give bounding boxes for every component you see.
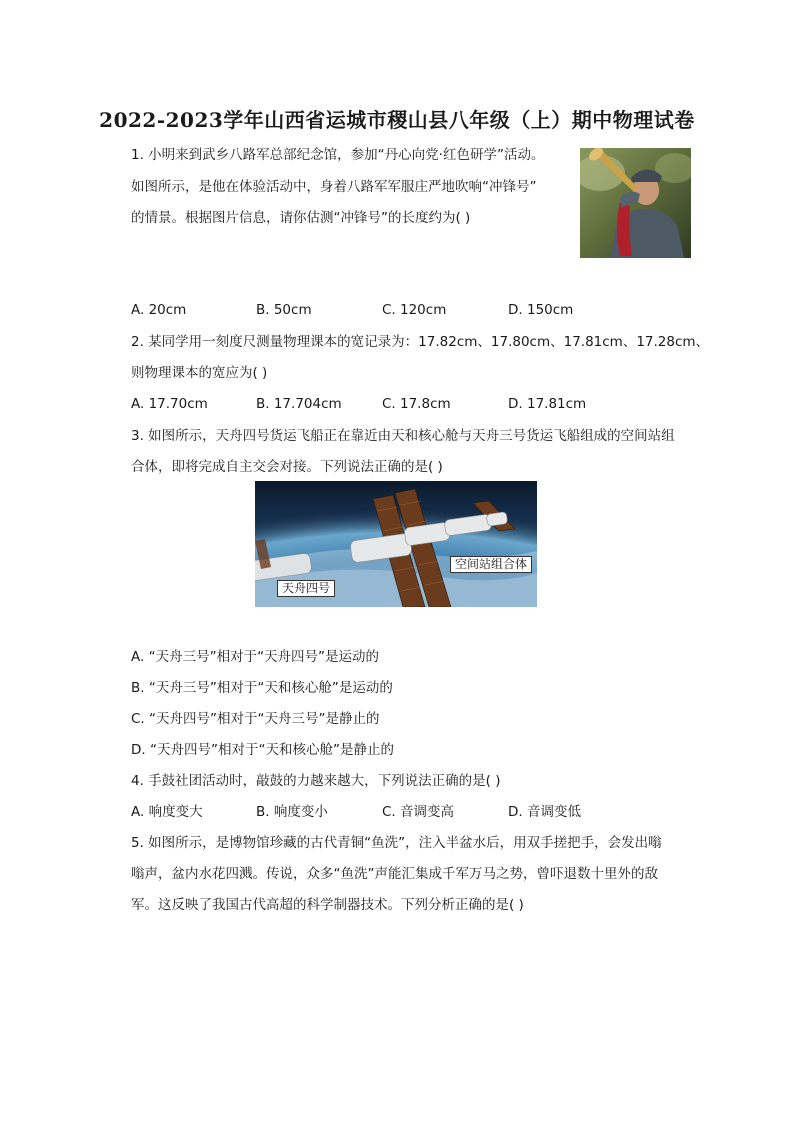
q3-option-a: A. “天舟三号”相对于“天舟四号”是运动的 [131, 649, 380, 665]
q4-option-a: A. 响度变大 [131, 804, 203, 820]
page-title: 2022-2023学年山西省运城市稷山县八年级（上）期中物理试卷 [99, 108, 695, 132]
q3-line-2: 合体，即将完成自主交会对接。下列说法正确的是( ) [131, 459, 443, 475]
image-label-tianzhou-4: 天舟四号 [277, 580, 335, 597]
q3-option-d: D. “天舟四号”相对于“天和核心舱”是静止的 [131, 742, 394, 758]
q2-option-c: C. 17.8cm [382, 396, 451, 412]
q4-option-c: C. 音调变高 [382, 804, 455, 820]
image-label-station-complex: 空间站组合体 [450, 556, 532, 573]
q3-option-c: C. “天舟四号”相对于“天舟三号”是静止的 [131, 711, 380, 727]
q3-option-b: B. “天舟三号”相对于“天和核心舱”是运动的 [131, 680, 393, 696]
q2-line-1: 2. 某同学用一刻度尺测量物理课本的宽记录为：17.82cm、17.80cm、17.81cm、17.28cm、 [131, 334, 710, 350]
q1-option-b: B. 50cm [256, 302, 312, 318]
q4-line-1: 4. 手鼓社团活动时，敲鼓的力越来越大，下列说法正确的是( ) [131, 773, 501, 789]
q5-line-3: 军。这反映了我国古代高超的科学制器技术。下列分析正确的是( ) [131, 897, 524, 913]
q1-line-2: 如图所示，是他在体验活动中，身着八路军军服庄严地吹响“冲锋号” [131, 179, 537, 195]
q2-option-d: D. 17.81cm [508, 396, 587, 412]
q2-option-b: B. 17.704cm [256, 396, 342, 412]
q5-line-2: 嗡声，盆内水花四溅。传说，众多“鱼洗”声能汇集成千军万马之势，曾吓退数十里外的敌 [131, 866, 658, 882]
q1-line-3: 的情景。根据图片信息，请你估测“冲锋号”的长度约为( ) [131, 210, 471, 226]
q1-option-d: D. 150cm [508, 302, 574, 318]
q1-line-1: 1. 小明来到武乡八路军总部纪念馆，参加“丹心向党·红色研学”活动。 [131, 147, 545, 163]
q5-line-1: 5. 如图所示，是博物馆珍藏的古代青铜“鱼洗”，注入半盆水后，用双手搓把手，会发出嗡 [131, 835, 662, 851]
q3-line-1: 3. 如图所示，天舟四号货运飞船正在靠近由天和核心舱与天舟三号货运飞船组成的空间站组 [131, 428, 675, 444]
q2-option-a: A. 17.70cm [131, 396, 208, 412]
q4-option-d: D. 音调变低 [508, 804, 581, 820]
q1-option-c: C. 120cm [382, 302, 447, 318]
q1-option-a: A. 20cm [131, 302, 187, 318]
q2-line-2: 则物理课本的宽应为( ) [131, 365, 268, 381]
bugle-player-photo [580, 148, 691, 258]
q4-option-b: B. 响度变小 [256, 804, 328, 820]
space-station-photo [255, 481, 537, 607]
